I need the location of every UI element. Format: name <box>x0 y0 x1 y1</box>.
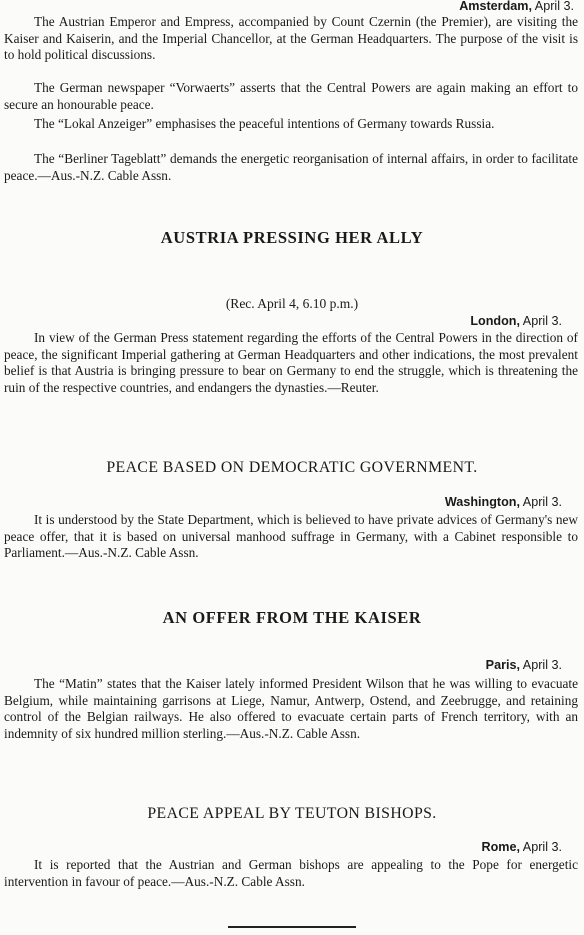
dateline-amsterdam <box>459 0 574 14</box>
column-rule <box>228 926 356 928</box>
dateline-paris <box>486 658 562 673</box>
article-paragraph: It is understood by the State Department, which is believed to have private advices of Germany's new peace offer, that it is based on universal manhood suffrage in Germany, with a Cabinet responsible to Parliament.—Aus.-N.Z. Cable Assn. <box>4 512 578 561</box>
dateline-date: April 3. <box>522 314 562 328</box>
dateline-date: April 3. <box>522 495 562 509</box>
section-heading: AUSTRIA PRESSING HER ALLY <box>160 228 424 247</box>
dateline-date: April 3. <box>522 658 562 672</box>
article-paragraph: The “Lokal Anzeiger” emphasises the peaceful intentions of Germany towards Russia. <box>34 116 495 131</box>
section-heading: PEACE BASED ON DEMOCRATIC GOVERNMENT. <box>106 459 478 476</box>
dateline-place: Amsterdam, <box>459 0 532 13</box>
dateline-date: April 3. <box>522 840 562 854</box>
section-heading: PEACE APPEAL BY TEUTON BISHOPS. <box>147 805 437 822</box>
article-paragraph: The “Matin” states that the Kaiser lately informed President Wilson that he was willing to evacuate Belgium, while maintaining garrisons at Liege, Namur, Antwerp, Ostend, and Zeebrugge, and retaining control of the Belgian railways. He also offered to evacuate certain parts of French territory, with an indemnity of six hundred million sterling.—Aus.-N.Z. Cable Assn. <box>4 676 578 741</box>
article-paragraph: The Austrian Emperor and Empress, accompanied by Count Czernin (the Premier), are visiting the Kaiser and Kaiserin, and the Imperial Chancellor, at the German Headquarters. The purpose of the visit is to hold political discussions. <box>4 14 578 63</box>
article-paragraph: The “Berliner Tageblatt” demands the energetic reorganisation of internal affairs, in order to facilitate peace.—Aus.-N.Z. Cable Assn. <box>4 151 578 183</box>
received-note: (Rec. April 4, 6.10 p.m.) <box>225 296 359 311</box>
dateline-place: Rome, <box>481 840 520 854</box>
dateline-place: Washington, <box>444 495 520 509</box>
dateline-rome <box>481 840 562 855</box>
dateline-place: London, <box>470 314 520 328</box>
dateline-london <box>470 314 562 329</box>
article-paragraph: The German newspaper “Vorwaerts” asserts that the Central Powers are again making an effort to secure an honourable peace. <box>4 80 578 112</box>
article-paragraph: In view of the German Press statement regarding the efforts of the Central Powers in the direction of peace, the significant Imperial gathering at German Headquarters and other indications, the most prevalent belief is that Austria is bringing pressure to bear on Germany to end the struggle, which is threatening the ruin of the respective countries, and endangers the dynasties.—Reuter. <box>4 330 578 395</box>
dateline-place: Paris, <box>485 658 520 672</box>
dateline-washington <box>445 495 562 510</box>
article-paragraph: It is reported that the Austrian and German bishops are appealing to the Pope for energetic intervention in favour of peace.—Aus.-N.Z. Cable Assn. <box>4 857 578 889</box>
section-heading: AN OFFER FROM THE KAISER <box>162 608 422 627</box>
dateline-date: April 3. <box>534 0 574 13</box>
